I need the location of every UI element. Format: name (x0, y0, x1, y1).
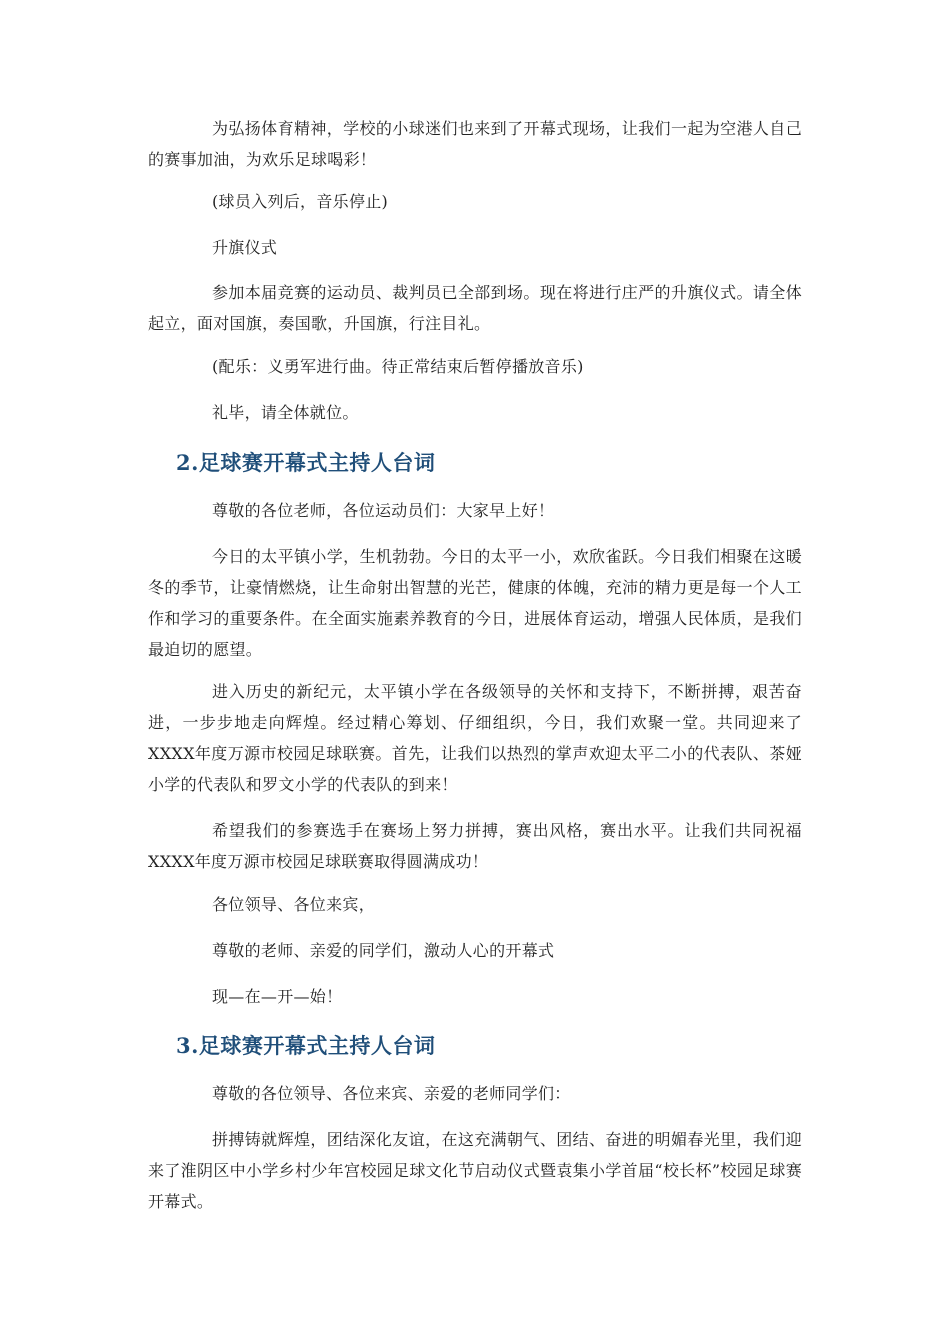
paragraph: 尊敬的老师、亲爱的同学们，激动人心的开幕式 (212, 941, 555, 960)
paragraph: 升旗仪式 (212, 238, 278, 257)
paragraph: (配乐：义勇军进行曲。待正常结束后暂停播放音乐) (212, 357, 584, 376)
paragraph: 进入历史的新纪元，太平镇小学在各级领导的关怀和支持下，不断拼搏，艰苦奋进，一步步地走向辉煌。经过精心筹划、仔细组织，今日，我们欢聚一堂。共同迎来了XXXX年度万源市校园足球联赛。首先，让我们以热烈的掌声欢迎太平二小的代表队、茶娅小学的代表队和罗文小学的代表队的到来！ (148, 682, 802, 794)
paragraph: 尊敬的各位老师，各位运动员们：大家早上好！ (212, 501, 555, 520)
paragraph: 今日的太平镇小学，生机勃勃。今日的太平一小，欢欣雀跃。今日我们相聚在这暖冬的季节，让豪情燃烧，让生命射出智慧的光芒，健康的体魄，充沛的精力更是每一个人工作和学习的重要条件。在全面实施素养教育的今日，进展体育运动，增强人民体质，是我们最迫切的愿望。 (148, 547, 802, 659)
paragraph: (球员入列后，音乐停止) (212, 192, 389, 211)
section-heading: 3.足球赛开幕式主持人台词 (176, 1033, 436, 1058)
paragraph: 为弘扬体育精神，学校的小球迷们也来到了开幕式现场，让我们一起为空港人自己的赛事加油，为欢乐足球喝彩！ (148, 119, 802, 169)
paragraph: 各位领导、各位来宾， (212, 895, 376, 914)
paragraph: 参加本届竞赛的运动员、裁判员已全部到场。现在将进行庄严的升旗仪式。请全体起立，面对国旗，奏国歌，升国旗，行注目礼。 (148, 283, 802, 333)
paragraph: 礼毕，请全体就位。 (212, 403, 359, 422)
paragraph: 希望我们的参赛选手在赛场上努力拼搏，赛出风格，赛出水平。让我们共同祝福XXXX年度万源市校园足球联赛取得圆满成功！ (148, 821, 802, 871)
paragraph: 尊敬的各位领导、各位来宾、亲爱的老师同学们： (212, 1084, 571, 1103)
paragraph: 现—在—开—始！ (212, 987, 343, 1006)
paragraph: 拼搏铸就辉煌，团结深化友谊，在这充满朝气、团结、奋进的明媚春光里，我们迎来了淮阴区中小学乡村少年宫校园足球文化节启动仪式暨袁集小学首届“校长杯”校园足球赛开幕式。 (148, 1130, 802, 1211)
section-heading: 2.足球赛开幕式主持人台词 (176, 450, 436, 475)
